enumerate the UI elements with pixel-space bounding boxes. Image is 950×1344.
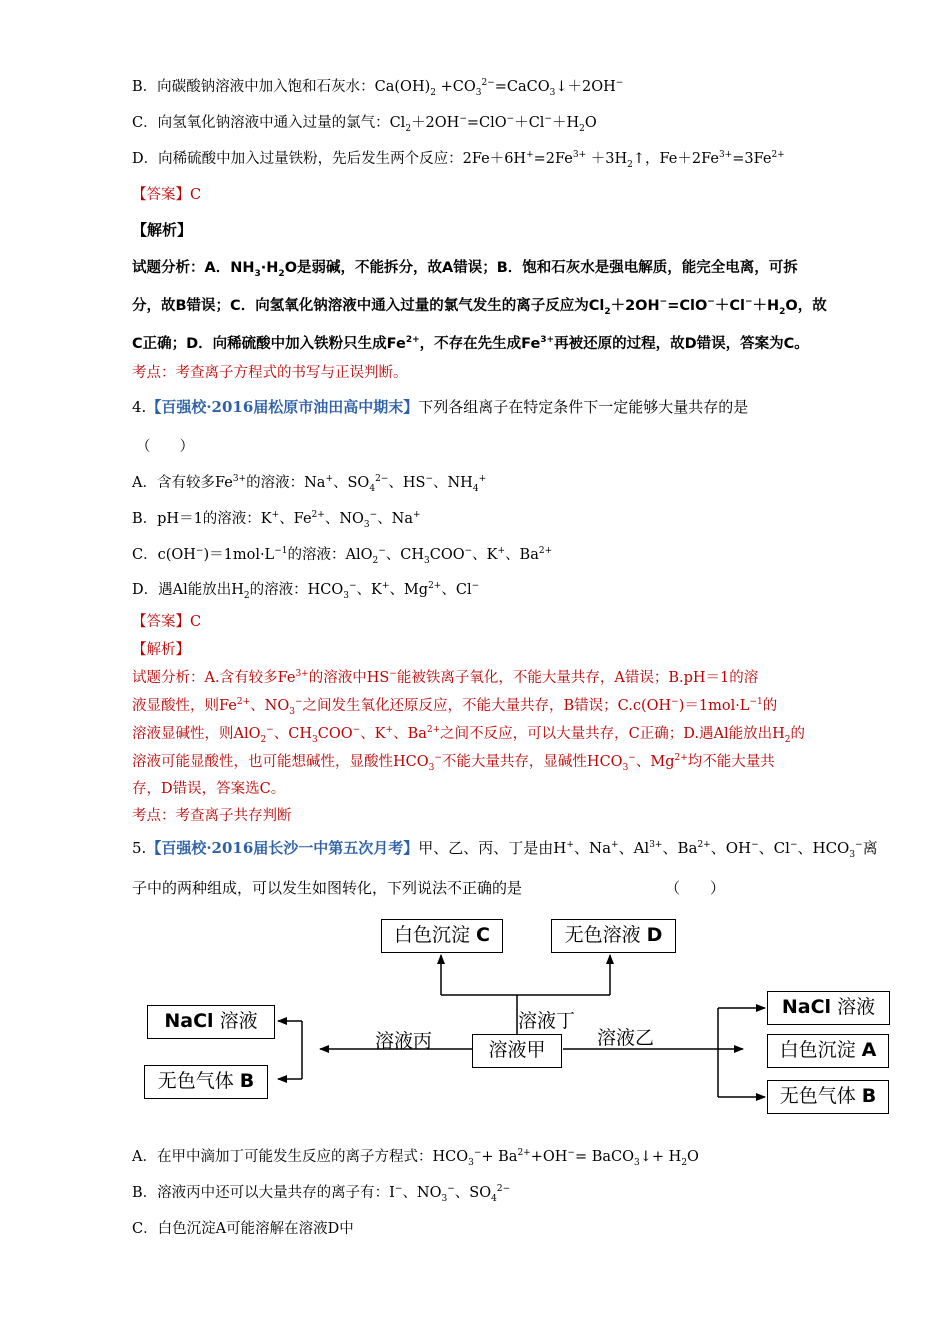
box-colorless-gas-b-right: 无色气体 B [767,1080,889,1114]
q4-knowledge-point: 考点：考查离子共存判断 [132,808,292,824]
q3-analysis-line-3: C正确；D．向稀硫酸中加入铁粉只生成$Fe^{2+}$，不存在先生成$Fe^{3+}$再被还原的过程，故D错误，答案为C。 [132,335,809,352]
q4-answer: 【答案】C [132,614,202,630]
q4-analysis-line-3: 溶液显碱性，则AlO$_2$−、$CH_3COO^-$、K+、$Ba^{2+}$之间不反应，可以大量共存，C正确；D.遇Al能放出$H_2$的 [132,725,805,745]
box-nacl-solution-left: NaCl 溶液 [147,1005,275,1039]
q4-analysis-line-4: 溶液可能显酸性，也可能想碱性，显酸性$HCO_3^-$不能大量共存，显碱性$HCO_3^-$、$Mg^{2+}$均不能大量共 [132,753,775,773]
box-colorless-solution-d: 无色溶液 D [551,919,676,953]
q3-knowledge-point: 考点：考查离子方程式的书写与正误判断。 [132,365,408,381]
q4-analysis-line-1: 试题分析：A.含有较多$Fe^{3+}$的溶液中HS−能被铁离子氧化，不能大量共存，A错误；B.pH＝1的溶 [132,669,759,686]
q3-analysis-heading: 【解析】 [132,221,193,239]
q3-analysis-line-1: 试题分析：A．$NH_3\cdot H_2O$是弱碱，不能拆分，故A错误；B．饱和石灰水是强电解质，能完全电离，可拆 [132,260,798,279]
q5-paren: （ ） [665,879,726,897]
q5-option-a: A．在甲中滴加丁可能发生反应的离子方程式：$HCO_3^-+ Ba^{2+}+OH^-=$ BaCO$_3$↓+ $H_2O$ [132,1148,699,1168]
box-colorless-gas-b-left: 无色气体 B [144,1065,268,1099]
q3-analysis-line-2: 分，故B错误；C．向氢氧化钠溶液中通入过量的氯气发生的离子反应为$Cl_2+2OH^-=ClO^-+Cl^-+H_2O$，故 [132,297,827,317]
label-solution-ding: 溶液丁 [518,1010,576,1032]
q4-stem: 4.【百强校·2016届松原市油田高中期末】下列各组离子在特定条件下一定能够大量共存的是 [132,398,749,416]
q4-analysis-heading: 【解析】 [132,642,190,658]
label-solution-bing: 溶液丙 [375,1030,433,1052]
label-solution-yi: 溶液乙 [597,1027,655,1049]
q5-option-c: C．白色沉淀A可能溶解在溶液D中 [132,1221,354,1237]
q3-answer: 【答案】C [132,187,202,203]
q4-option-d: D．遇Al能放出$H_2$的溶液：$HCO_3^-$、K+、$Mg^{2+}$、Cl− [132,581,480,601]
q4-analysis-line-2: 液显酸性，则$Fe^{2+}$、$NO_3^-$之间发生氧化还原反应，不能大量共存，B错误；$C.c(OH^-)=1mol\cdot L^{-1}$的 [132,697,778,717]
box-nacl-solution-right: NaCl 溶液 [767,991,890,1025]
q5-option-b: B．溶液丙中还可以大量共存的离子有：I−、$NO_3^-$、$SO_4^{2-}$ [132,1184,511,1204]
q4-analysis-line-5: 存，D错误，答案选C。 [132,781,286,797]
q3-option-d: D．向稀硫酸中加入过量铁粉，先后发生两个反应：$2Fe+6H^+=2Fe^{3+}$ $+3H_2↑$，$Fe+2Fe^{3+}=3Fe^{2+}$ [132,150,785,170]
q4-option-b: B．pH＝1的溶液：K+、$Fe^{2+}$、$NO_3^-$、Na+ [132,510,421,530]
q3-option-b: B．向碳酸钠溶液中加入饱和石灰水：$Ca(OH)_2$ $+CO_3^{2-}=CaCO_3↓+2OH^-$ [132,78,624,98]
q3-option-c: C．向氢氧化钠溶液中通入过量的氯气：$Cl_2+2OH^-=ClO^-+Cl^-+H_2O$ [132,114,597,134]
box-white-precipitate-a: 白色沉淀 A [767,1034,889,1068]
box-white-precipitate-c: 白色沉淀 C [381,919,503,953]
q5-stem-line-1: 5.【百强校·2016届长沙一中第五次月考】甲、乙、丙、丁是由H+、Na+、$Al^{3+}$、$Ba^{2+}$、OH−、Cl−、$HCO_3^-$离 [132,839,878,860]
q4-option-a: A．含有较多$Fe^{3+}$的溶液：Na+、$SO_4^{2-}$、HS−、$NH_4^+$ [132,474,487,494]
q4-option-c: C．$c(OH^-)=1mol\cdot L^{-1}$的溶液：AlO$_2$−、$CH_3COO^-$、K+、$Ba^{2+}$ [132,546,553,566]
q5-stem-line-2: 子中的两种组成，可以发生如图转化，下列说法不正确的是 [132,879,523,897]
box-solution-jia: 溶液甲 [472,1034,562,1068]
q4-paren: （ ） [136,439,194,455]
